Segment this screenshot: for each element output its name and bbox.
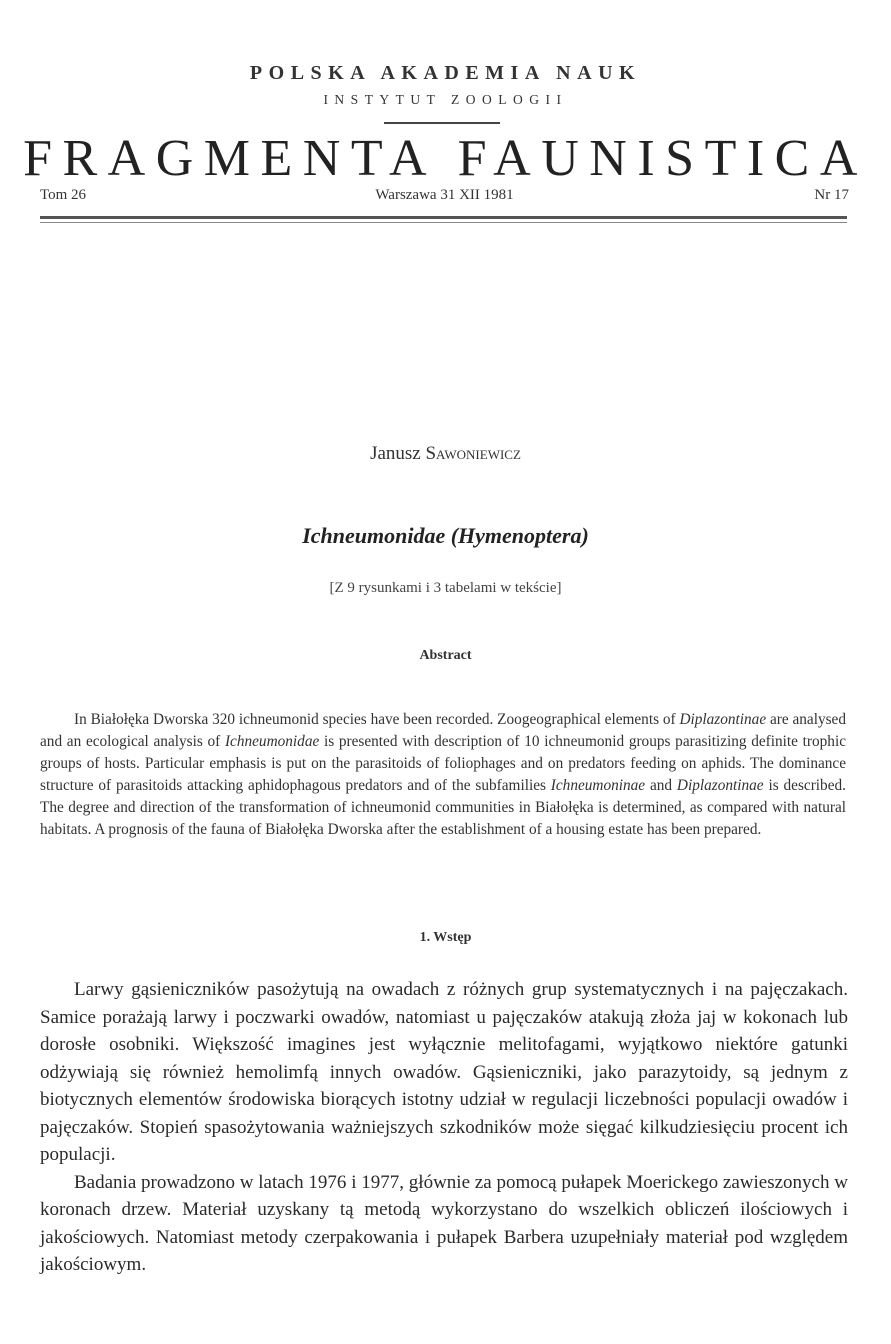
academy-name: POLSKA AKADEMIA NAUK — [249, 62, 642, 84]
abstract-italic-taxon: Diplazontinae — [676, 777, 764, 794]
abstract-paragraph — [40, 709, 846, 841]
issue-number: Nr 17 — [814, 187, 849, 203]
author-last-name: Sawoniewicz — [425, 443, 521, 464]
journal-title: FRAGMENTA FAUNISTICA — [23, 130, 868, 187]
abstract-heading: Abstract — [419, 648, 472, 663]
abstract-italic-taxon: Diplazontinae — [679, 711, 767, 728]
header-divider — [384, 122, 500, 124]
abstract-italic-taxon: Ichneumoninae — [550, 777, 646, 794]
abstract-span: In Białołęka Dworska 320 ichneumonid species have been recorded. Zoogeographical elements of — [74, 711, 680, 728]
publication-date: Warszawa 31 XII 1981 — [375, 187, 514, 203]
abstract-text — [40, 709, 846, 841]
masthead-rule-thick — [40, 216, 847, 219]
abstract-span: are analysed and an ecological analysis of — [40, 711, 846, 750]
author-name — [0, 443, 891, 465]
volume-number: Tom 26 — [40, 187, 87, 203]
body-paragraph-2: Badania prowadzono w latach 1976 i 1977, głównie za pomocą pułapek Moerickego zawieszonych w koronach drzew. Materiał uzyskany tą metodą wykorzystano do wszelkich obliczeń ilościowych i jakościowych. Natomiast metody czerpakowania i pułapek Barbera uzupełniały materiał pod względem jakościowym. — [40, 1171, 848, 1275]
masthead-rule-thin — [40, 222, 847, 223]
article-title-order: (Hymenoptera) — [450, 523, 589, 548]
body-paragraph-1: Larwy gąsieniczników pasożytują na owadach z różnych grup systematycznych i na pajęczakach. Samice porażają larwy i poczwarki owadów, natomiast u pajęczaków atakują złoża jaj w kokonach lub dorosłe osobniki. Większość imagines jest wyłącznie melitofagami, wyjątkowo niektóre gatunki odżywiają się również hemolimfą innych owadów. Gąsieniczniki, jako parazytoidy, są jednym z biotycznych elementów środowiska biorących istotny udział w regulacji liczebności populacji owadów i pajęczaków. Stopień spasożytowania ważniejszych szkodników może sięgać kilkudziesięciu procent ich populacji. — [40, 979, 848, 1165]
section-heading: 1. Wstęp — [419, 930, 472, 945]
author-first-name: Janusz — [370, 443, 421, 464]
abstract-span: is described. The degree and direction of the transformation of ichneumonid communities in Białołęka is determined, as compared with natural habitats. A prognosis of the fauna of Białołęka Dworska after the establishment of a housing estate has been prepared. — [40, 777, 846, 838]
article-title — [0, 523, 891, 549]
abstract-italic-taxon: Ichneumonidae — [224, 733, 320, 750]
section-body — [40, 976, 848, 1279]
figures-note: [Z 9 rysunkami i 3 tabelami w tekście] — [329, 580, 562, 596]
institute-name: INSTYTUT ZOOLOGII — [323, 92, 568, 107]
article-title-taxon: Ichneumonidae — [302, 523, 446, 548]
abstract-span: is presented with description of 10 ichneumonid groups parasitizing definite trophic groups of hosts. Particular emphasis is put on the parasitoids of foliophages and on predators feeding on aphids. The dominance structure of parasitoids attacking aphidophagous predators and of the subfamilies — [40, 733, 846, 794]
abstract-span: and — [645, 777, 677, 794]
